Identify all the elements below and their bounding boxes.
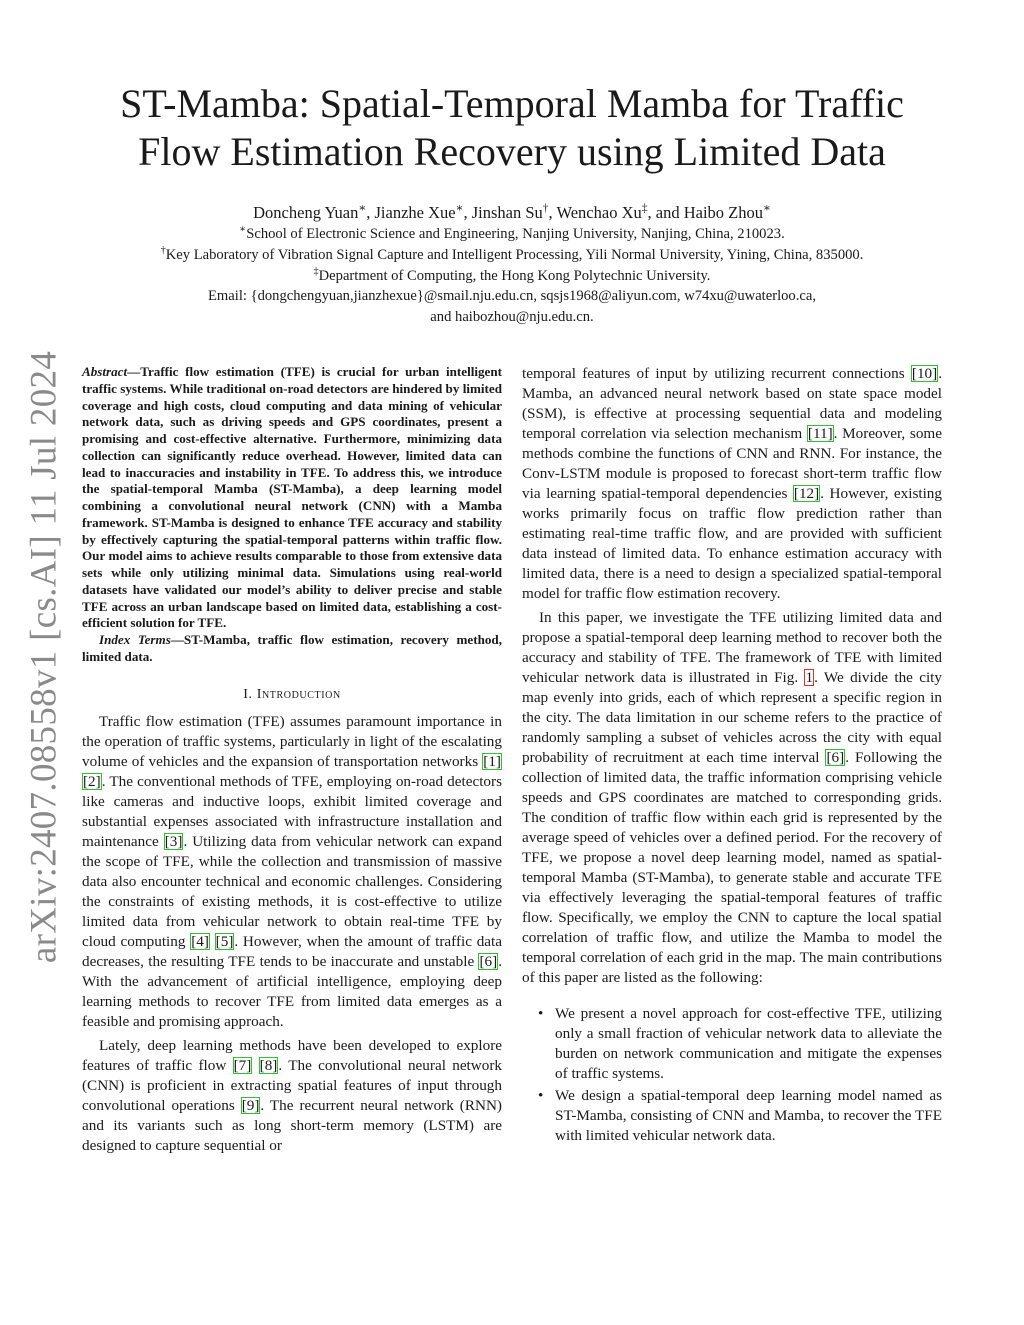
left-column (82, 364, 502, 1156)
arxiv-stamp-text: arXiv:2407.08558v1 [cs.AI] 11 Jul 2024 (23, 350, 65, 964)
index-terms (82, 632, 502, 666)
figure-link[interactable]: 1 (805, 669, 814, 686)
intro-paragraph-2 (82, 1036, 502, 1156)
text-run: . The convolutional neural network (CNN) is proficient in extracting spatial features of input through convolutional operations (82, 1056, 502, 1114)
title-line-1: ST-Mamba: Spatial-Temporal Mamba for Traffic (120, 81, 904, 126)
section-heading-introduction (82, 687, 502, 703)
author-name: Doncheng Yuan (253, 203, 359, 222)
index-terms-label: Index Terms (99, 632, 171, 647)
citation-link[interactable]: [6] (826, 749, 845, 766)
paper-title (90, 80, 934, 176)
index-terms-text: —ST-Mamba, traffic flow estimation, recovery method, limited data. (82, 632, 502, 664)
author-sep: , (548, 203, 557, 222)
text-run: temporal features of input by utilizing recurrent connections (522, 365, 911, 382)
contribution-item: • We design a spatial-temporal deep learning model named as ST-Mamba, consisting of CNN and Mamba, to recover the TFE with limited vehicular network data. (555, 1086, 942, 1146)
affiliation-text: Key Laboratory of Vibration Signal Capture and Intelligent Processing, Yili Normal University, Yining, China, 835000. (165, 246, 864, 263)
text-run: . With the advancement of artificial intelligence, employing deep learning methods to recover TFE from limited data emerges as a feasible and promising approach. (82, 952, 502, 1030)
abstract (82, 364, 502, 632)
citation-link[interactable]: [7] (233, 1056, 252, 1074)
affiliation-1 (70, 224, 954, 245)
affiliation-text: School of Electronic Science and Engineering, Nanjing University, Nanjing, China, 210023. (246, 226, 785, 242)
citation-link[interactable]: [10] (911, 365, 938, 382)
citation-link[interactable]: [8] (259, 1056, 278, 1074)
citation-link[interactable]: [9] (241, 1096, 260, 1114)
citation-link[interactable]: [6] (479, 952, 498, 970)
text-run: . The conventional methods of TFE, employing on-road detectors like cameras and inductive loops, exhibit limited coverage and substantial expenses associated with infrastructure installation and maintenance (82, 772, 502, 850)
text-run: . Following the collection of limited data, the traffic information comprising vehicle speeds and GPS coordinates are matched to corresponding grids. The condition of traffic flow within each grid is represented by the average speed of vehicles over a defined period. For the recovery of TFE, we propose a novel deep learning model, named as spatial-temporal Mamba (ST-Mamba), to generate stable and accurate TFE via effectively leveraging the spatial-temporal features of traffic flow. Specifically, we employ the CNN to capture the local spatial correlation of traffic flow, and utilize the Mamba to model the temporal correlation of each grid in the map. The main contributions of this paper are listed as the following: (522, 749, 942, 986)
title-line-2: Flow Estimation Recovery using Limited Data (138, 129, 886, 174)
affiliation-mark: ∗ (239, 224, 247, 236)
citation-link[interactable]: [11] (807, 425, 833, 442)
abstract-text: —Traffic flow estimation (TFE) is crucial for urban intelligent traffic systems. While traditional on-road detectors are hindered by limited coverage and high costs, cloud computing and data mining of vehicular network data, such as driving speeds and GPS coordinates, present a promising and cost-effective alternative. Furthermore, minimizing data collection can significantly reduce overhead. However, limited data can lead to inaccuracies and instability in TFE. To address this, we introduce the spatial-temporal Mamba (ST-Mamba), a deep learning model combining a convolutional neural network (CNN) with a Mamba framework. ST-Mamba is designed to enhance TFE accuracy and stability by effectively capturing the spatial-temporal patterns within traffic flow. Our model aims to achieve results comparable to those from extensive data sets while only utilizing minimal data. Simulations using real-world datasets have validated our model’s ability to deliver precise and stable TFE across an urban landscape based on limited data, establishing a cost-efficient solution for TFE. (82, 364, 502, 631)
arxiv-stamp (18, 350, 70, 964)
author-name: Jinshan Su (471, 203, 543, 222)
author-mark: ∗ (455, 202, 464, 215)
email-line-2: and haibozhou@nju.edu.cn. (430, 309, 594, 326)
author-mark: ‡ (641, 202, 648, 215)
author-mark: ∗ (763, 202, 771, 215)
author-mark: ∗ (358, 202, 367, 215)
text-run: . Utilizing data from vehicular network can expand the scope of TFE, while the collection and transmission of massive data also encounter technical and economic challenges. Considering the constraints of existing methods, it is cost-effective to utilize limited data from vehicular network to obtain real-time TFE by cloud computing (82, 832, 503, 950)
contribution-item: • We present a novel approach for cost-effective TFE, utilizing only a small fraction of vehicular network data to alleviate the burden on network communication and mitigate the expenses of traffic systems. (555, 1004, 942, 1084)
citation-link[interactable]: [2] (83, 772, 101, 790)
author-block (70, 202, 954, 328)
email-line-1: Email: {dongchengyuan,jianzhexue}@smail.nju.edu.cn, sqsjs1968@aliyun.com, w74xu@uwaterloo.ca, (208, 288, 816, 305)
citation-link[interactable]: [12] (793, 485, 820, 502)
intro-paragraph-2-continued (522, 364, 942, 604)
text-run: Lately, deep learning methods have been developed to explore features of traffic flow (82, 1036, 502, 1074)
section-title: Introduction (256, 686, 341, 702)
affiliation-mark: ‡ (313, 265, 319, 277)
author-sep: , (463, 203, 472, 222)
citation-link[interactable]: [1] (483, 752, 501, 770)
text-run: . However, existing works primarily focus on traffic flow prediction rather than estimating real-time traffic flow, and are provided with sufficient data instead of limited data. To enhance estimation accuracy with limited data, there is a need to design a specialized spatial-temporal model for traffic flow estimation recovery. (522, 485, 942, 602)
text-run: In this paper, we investigate the TFE utilizing limited data and propose a spatial-temporal deep learning method to recover both the accuracy and stability of TFE. The framework of TFE with limited vehicular network data is illustrated in Fig. (522, 609, 942, 686)
author-name: Wenchao Xu (556, 203, 642, 222)
author-sep: , and (647, 203, 684, 222)
citation-link[interactable]: [3] (164, 832, 183, 850)
text-run: Traffic flow estimation (TFE) assumes paramount importance in the operation of traffic systems, particularly in light of the escalating volume of vehicles and the expansion of transportation networks (82, 712, 502, 770)
affiliation-3 (70, 266, 954, 287)
section-number: I. (243, 686, 257, 702)
citation-link[interactable]: [4] (191, 932, 209, 950)
text-run (210, 933, 215, 950)
text-run: . Moreover, some methods combine the functions of CNN and RNN. For instance, the Conv-LSTM module is proposed to forecast short-term traffic flow via learning spatial-temporal dependencies (522, 425, 942, 502)
text-run: . Mamba, an advanced neural network based on state space model (SSM), is effective at processing sequential data and modeling temporal correlation via selection mechanism (522, 365, 942, 442)
affiliation-2 (70, 245, 954, 266)
author-name: Haibo Zhou (683, 203, 764, 222)
affiliation-text: Department of Computing, the Hong Kong Polytechnic University. (318, 267, 711, 284)
text-run (252, 1057, 258, 1074)
author-sep: , (366, 203, 375, 222)
intro-paragraph-1 (82, 712, 502, 1032)
right-column (522, 364, 942, 1148)
author-mark: † (542, 202, 549, 215)
affiliation-mark: † (160, 244, 166, 256)
abstract-label: Abstract (82, 364, 128, 379)
text-run: . The recurrent neural network (RNN) and its variants such as long short-term memory (LSTM) are designed to capture sequential or (82, 1096, 502, 1154)
author-name: Jianzhe Xue (374, 203, 456, 222)
intro-paragraph-3 (522, 608, 942, 988)
text-run: . However, when the amount of traffic data decreases, the resulting TFE tends to be inaccurate and unstable (82, 932, 503, 970)
citation-link[interactable]: [5] (215, 932, 234, 950)
text-run: . We divide the city map evenly into grids, each of which represent a specific region in the city. The data limitation in our scheme refers to the practice of randomly sampling a subset of vehicles across the city with equal probability of recruitment at each time interval (522, 669, 942, 766)
author-list (70, 202, 954, 224)
contributions-list (522, 1004, 942, 1146)
